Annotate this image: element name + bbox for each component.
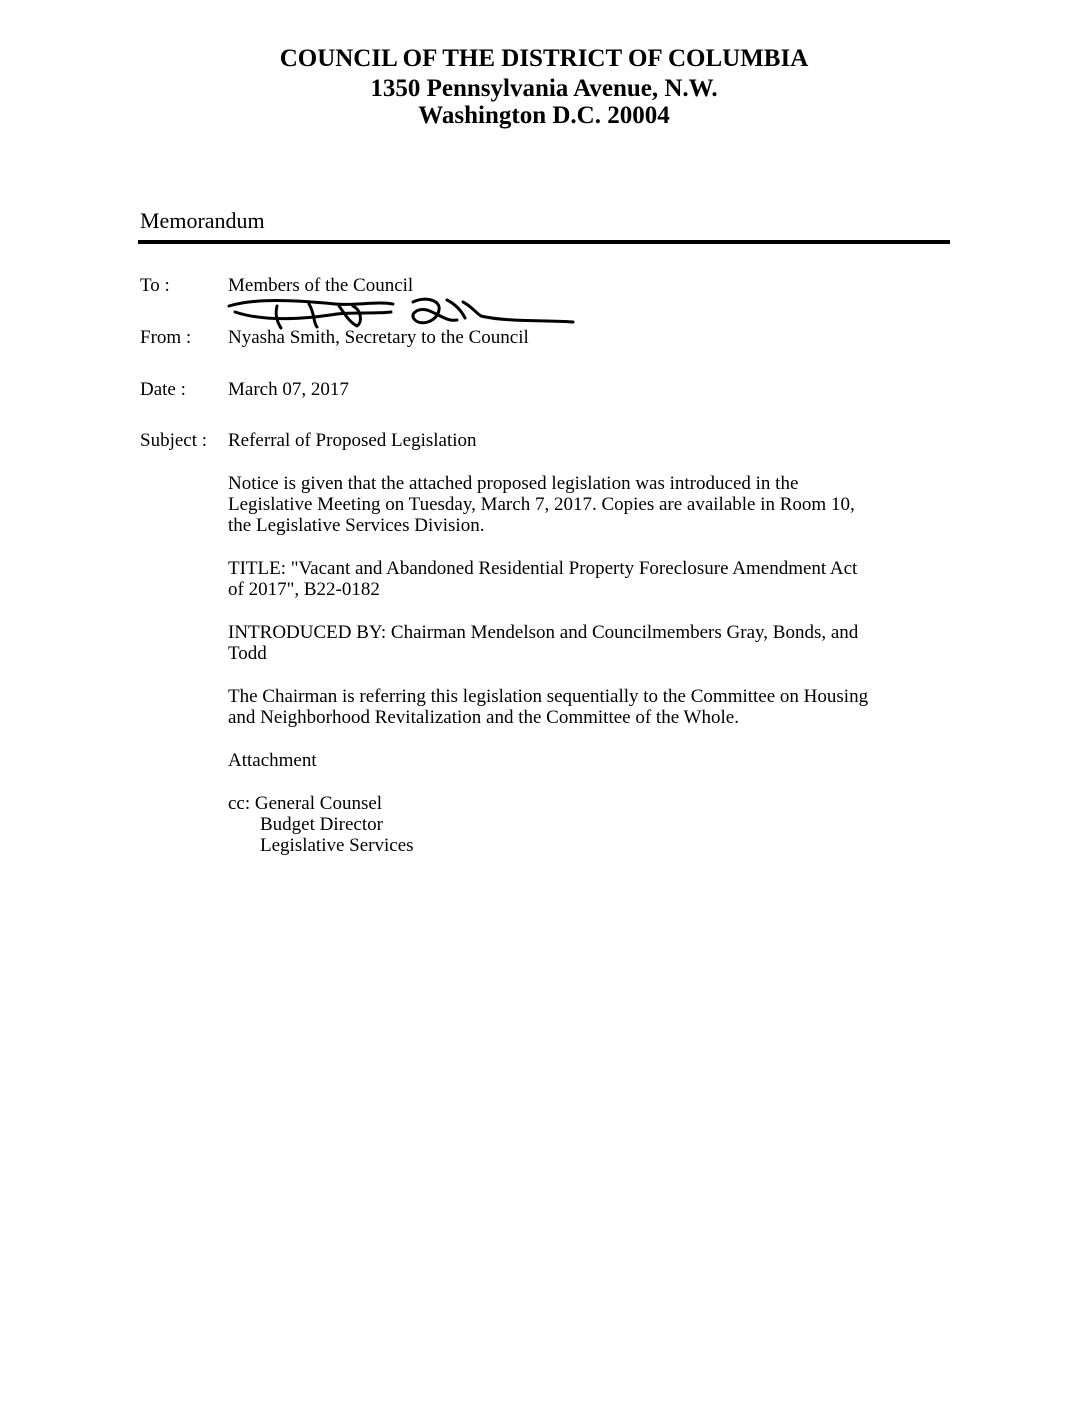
cc-line: cc: General Counsel [228,793,383,814]
referral-line: and Neighborhood Revitalization and the Committee of the Whole. [228,707,739,728]
notice-line: Legislative Meeting on Tuesday, March 7, 2017. Copies are available in Room 10, [228,494,855,515]
letterhead-street-address: 1350 Pennsylvania Avenue, N.W. [370,75,718,102]
from-value: Nyasha Smith, Secretary to the Council [228,327,529,348]
from-label: From : [140,327,192,348]
title-line: TITLE: "Vacant and Abandoned Residential Property Foreclosure Amendment Act [228,558,858,579]
notice-line: Notice is given that the attached proposed legislation was introduced in the [228,473,799,494]
introduced-line: INTRODUCED BY: Chairman Mendelson and Councilmembers Gray, Bonds, and [228,622,859,643]
cc-line: Legislative Services [260,835,414,856]
subject-value: Referral of Proposed Legislation [228,430,477,451]
cc-line: Budget Director [260,814,383,835]
letterhead-city-address: Washington D.C. 20004 [418,102,670,129]
letterhead-council-name: COUNCIL OF THE DISTRICT OF COLUMBIA [279,45,809,72]
attachment-label: Attachment [228,750,317,771]
title-paragraph [228,558,958,600]
date-label: Date : [140,379,186,400]
title-line: of 2017", B22-0182 [228,579,380,600]
introduced-line: Todd [228,643,267,664]
memo-title: Memorandum [140,208,265,233]
notice-line: the Legislative Services Division. [228,515,485,536]
notice-paragraph [228,473,958,536]
referral-line: The Chairman is referring this legislation sequentially to the Committee on Housing [228,686,869,707]
to-label: To : [140,275,170,296]
date-value: March 07, 2017 [228,379,349,400]
to-value: Members of the Council [228,275,414,296]
signature-icon [225,292,580,336]
introduced-by-paragraph [228,622,958,664]
attachment-note [228,750,958,771]
header-divider [138,240,950,244]
referral-paragraph [228,686,958,728]
subject-label: Subject : [140,430,208,451]
cc-list [228,793,958,856]
